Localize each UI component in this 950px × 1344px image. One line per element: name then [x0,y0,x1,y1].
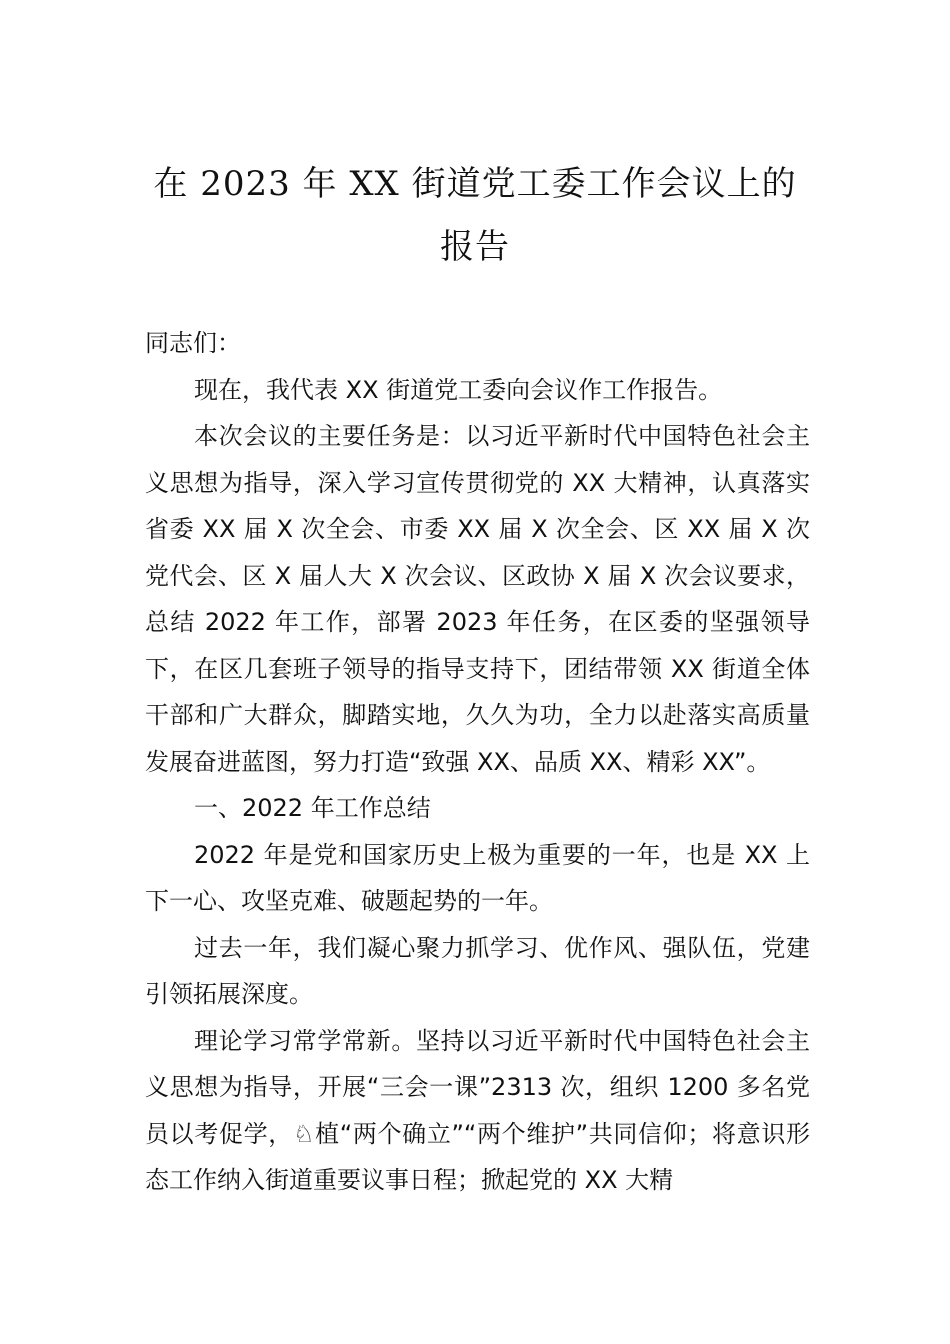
paragraph-party-building: 过去一年，我们凝心聚力抓学习、优作风、强队伍，党建引领拓展深度。 [145,933,810,1008]
paragraph-theory-study: 理论学习常学常新。坚持以习近平新时代中国特色社会主义思想为指导，开展“三会一课”2313 次，组织 1200 多名党员以考促学，♘植“两个确立”“两个维护”共同信仰；将意识形态工作纳入街道重要议事日程；掀起党的 XX 大精 [145,1026,810,1194]
document-title-line-2: 报告 [440,227,510,267]
paragraph-main-task: 本次会议的主要任务是：以习近平新时代中国特色社会主义思想为指导，深入学习宣传贯彻党的 XX 大精神，认真落实省委 XX 届 X 次全会、市委 XX 届 X 次全会、区 XX 届 X 次党代会、区 X 届人大 X 次会议、区政协 X 届 X 次会议要求，总结 2022 年工作，部署 2023 年任务，在区委的坚强领导下，在区几套班子领导的指导支持下，团结带领 XX 街道全体干部和广大群众，脚踏实地，久久为功，全力以赴落实高质量发展奋进蓝图，努力打造“致强 XX、品质 XX、精彩 XX”。 [145,422,810,776]
document-body [145,320,810,1204]
paragraph-2022-overview: 2022 年是党和国家历史上极为重要的一年，也是 XX 上下一心、攻坚克难、破题起势的一年。 [145,840,810,915]
document-title-line-1: 在 2023 年 XX 街道党工委工作会议上的 [153,164,797,204]
paragraph-intro: 现在，我代表 XX 街道党工委向会议作工作报告。 [194,375,723,404]
section-heading-1: 一、2022 年工作总结 [194,794,431,822]
salutation: 同志们： [145,329,241,357]
